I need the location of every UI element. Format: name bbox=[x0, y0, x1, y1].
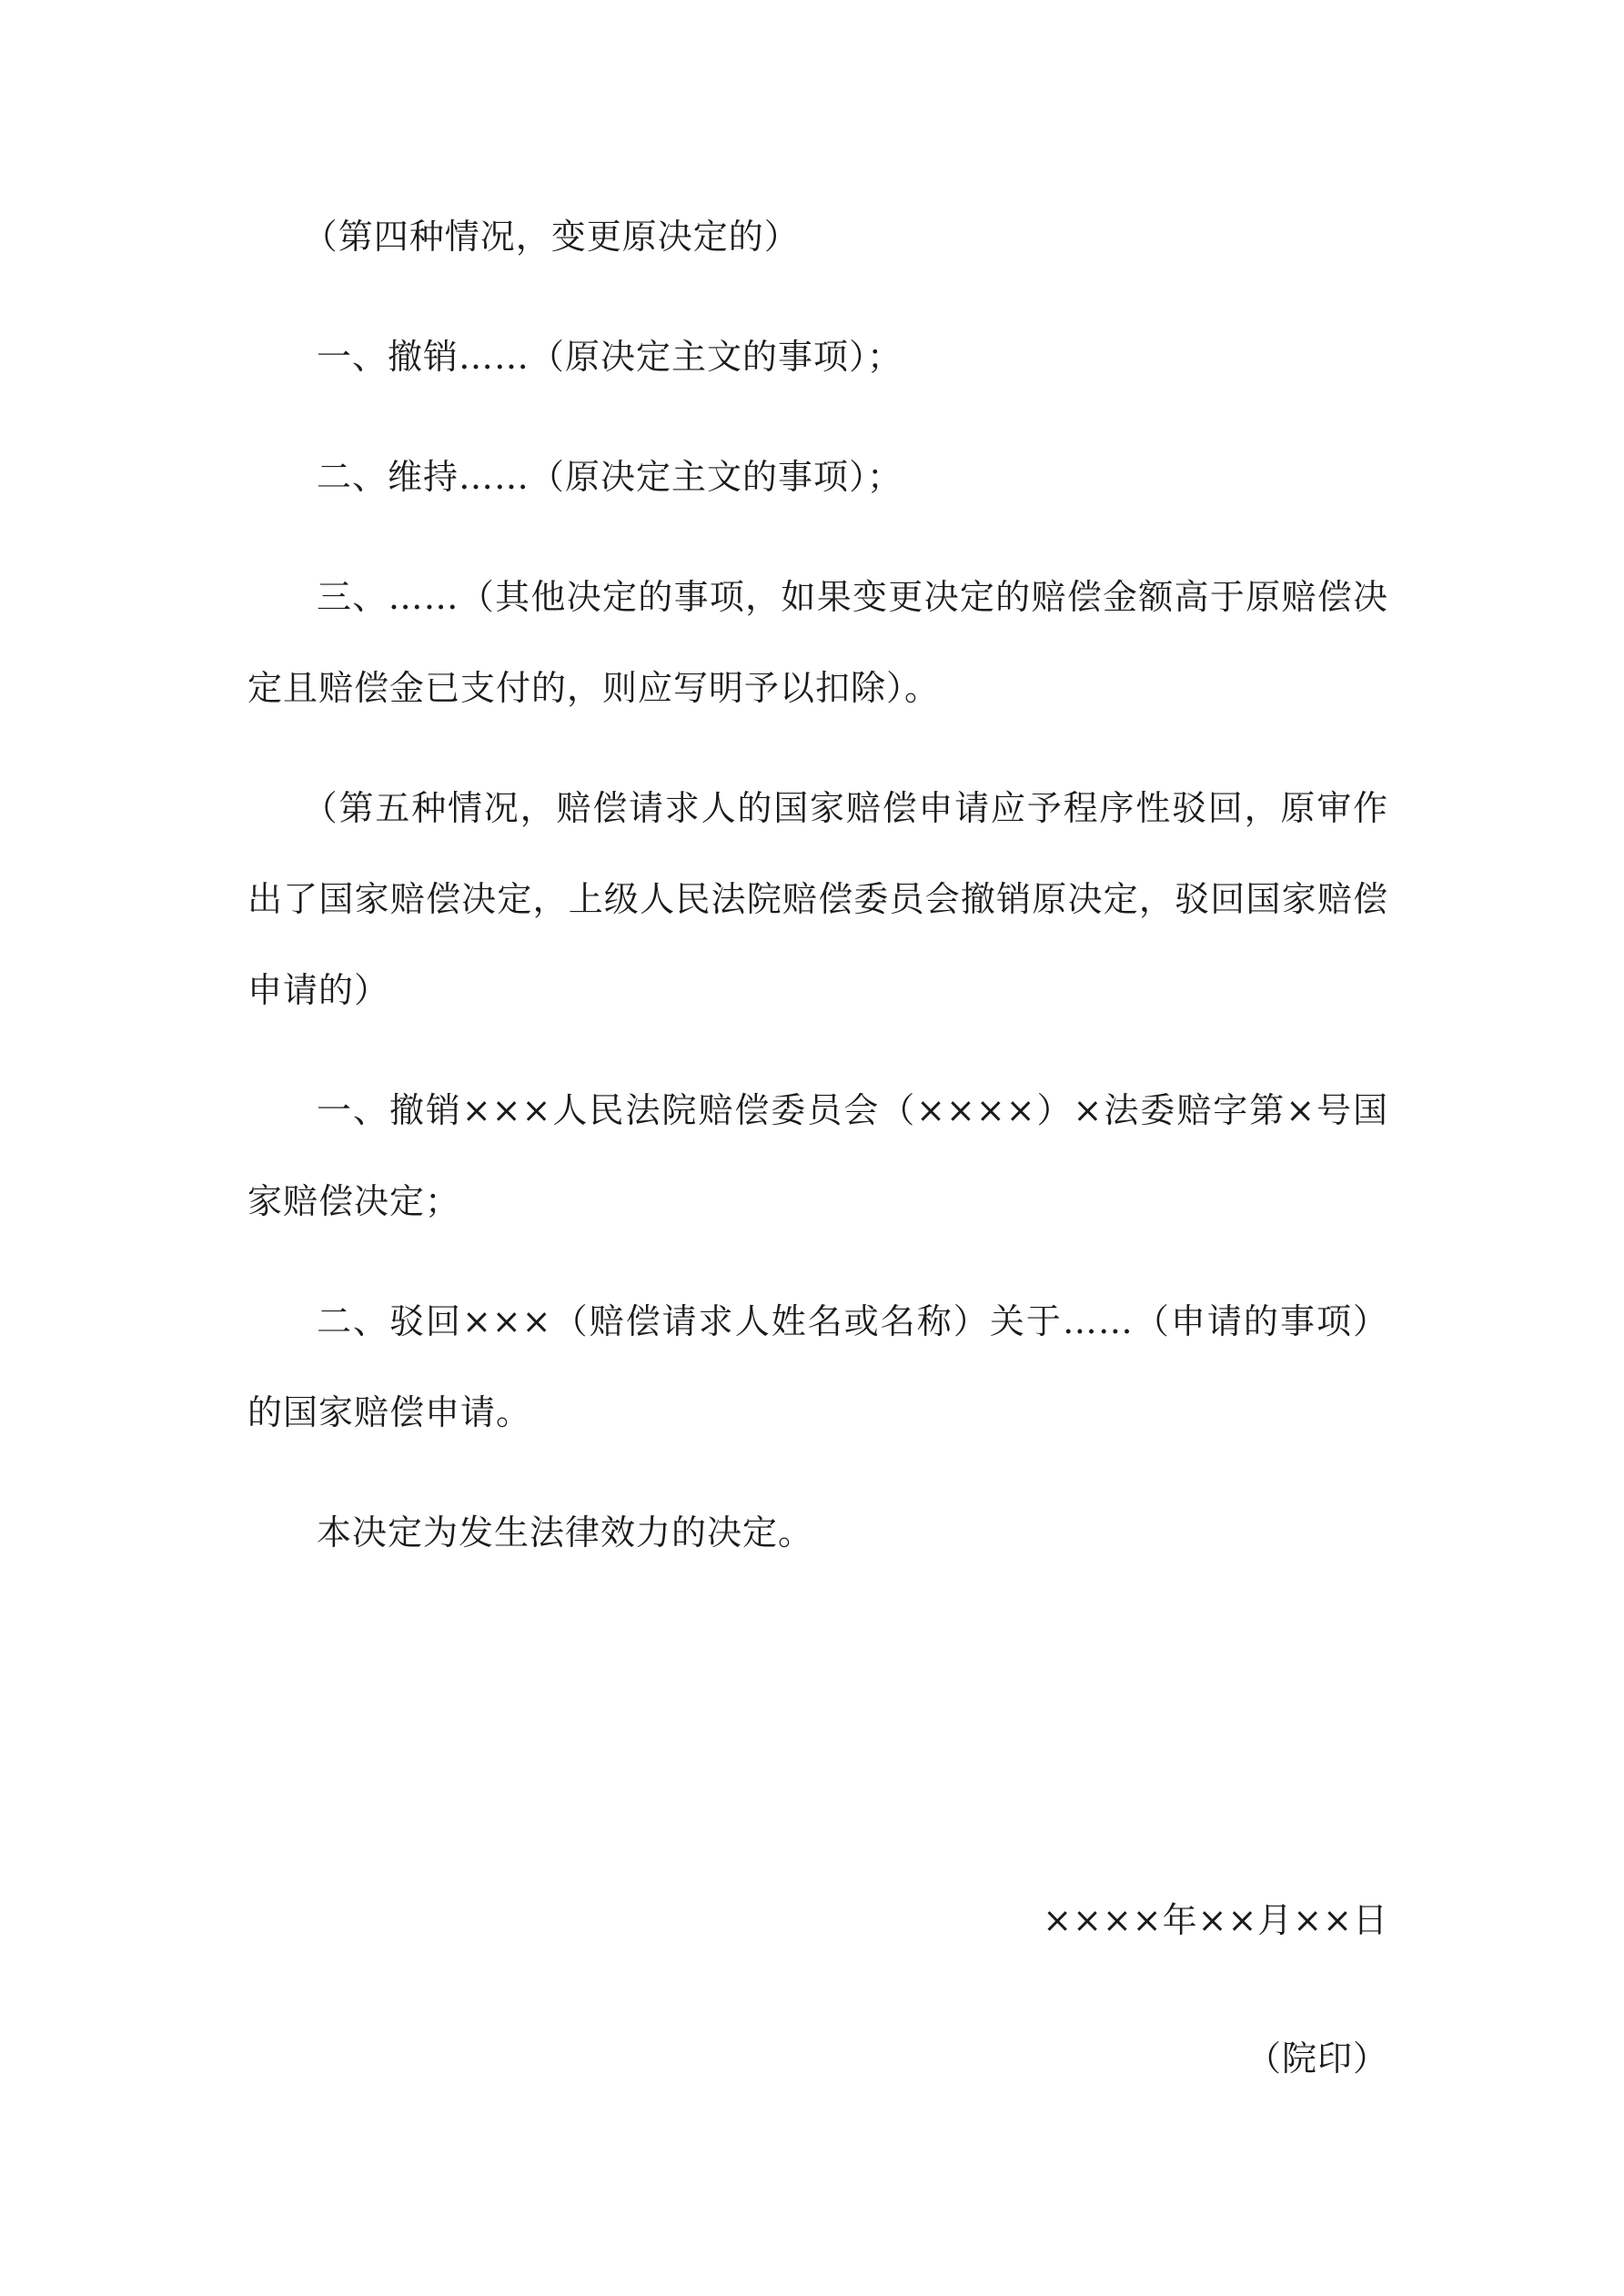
item-revoke-original-decision: 一、撤销×××人民法院赔偿委员会（××××）×法委赔字第×号国家赔偿决定； bbox=[247, 1090, 1388, 1221]
case-four-heading: （第四种情况，变更原决定的） bbox=[302, 217, 800, 257]
document-body bbox=[247, 191, 1388, 1578]
item-other-matters: 三、……（其他决定的事项，如果变更决定的赔偿金额高于原赔偿决定且赔偿金已支付的，则应写明予以扣除）。 bbox=[247, 577, 1388, 708]
item-reject-application: 二、驳回×××（赔偿请求人姓名或名称）关于……（申请的事项）的国家赔偿申请。 bbox=[247, 1301, 1388, 1432]
court-seal-label: （院印） bbox=[1246, 2038, 1388, 2079]
item-revoke: 一、撤销……（原决定主文的事项）； bbox=[317, 337, 903, 377]
item-maintain: 二、维持……（原决定主文的事项）； bbox=[317, 457, 903, 497]
case-five-heading: （第五种情况，赔偿请求人的国家赔偿申请应予程序性驳回，原审作出了国家赔偿决定，上级人民法院赔偿委员会撤销原决定，驳回国家赔偿申请的） bbox=[247, 788, 1388, 1010]
signature-block bbox=[247, 1875, 1388, 2104]
effectiveness-statement: 本决定为发生法律效力的决定。 bbox=[317, 1512, 814, 1553]
decision-date: ××××年××月××日 bbox=[1043, 1900, 1388, 1940]
